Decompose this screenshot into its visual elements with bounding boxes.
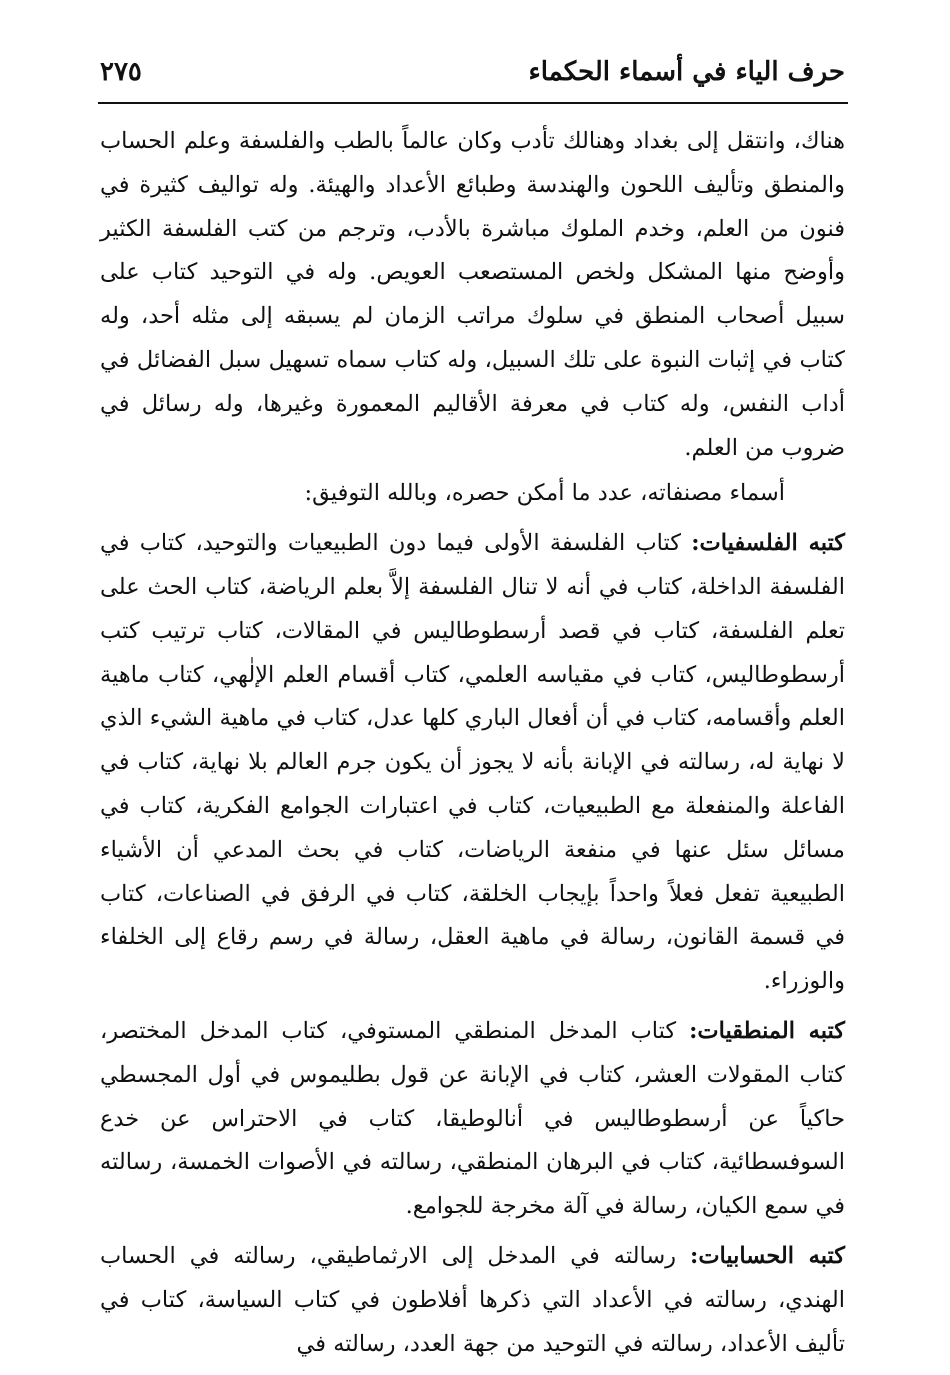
page-header [100,52,845,96]
section-text: كتاب الفلسفة الأولى فيما دون الطبيعيات والتوحيد، كتاب في الفلسفة الداخلة، كتاب في أنه لا تنال الفلسفة إلاَّ بعلم الرياضة، كتاب الحث على تعلم الفلسفة، كتاب في قصد أرسطوطاليس في المقالات، كتاب ترتيب كتب أرسطوطاليس، كتاب في مقياسه العلمي، كتاب أقسام العلم الإلٰهي، كتاب ماهية العلم وأقسامه، كتاب في أن أفعال الباري كلها عدل، كتاب في ماهية الشيء الذي لا نهاية له، رسالته في الإبانة بأنه لا يجوز أن يكون جرم العالم بلا نهاية، كتاب في الفاعلة والمنفعلة مع الطبيعيات، كتاب في اعتبارات الجوامع الفكرية، كتاب في مسائل سئل عنها في منفعة الرياضات، كتاب في بحث المدعي أن الأشياء الطبيعية تفعل فعلاً واحداً بإيجاب الخلقة، كتاب في الرفق في الصناعات، كتاب في قسمة القانون، رسالة في ماهية العقل، رسالة في رسم رقاع إلى الخلفاء والوزراء. [100,530,845,995]
section-arithmetic [100,1235,845,1366]
page-number: ٢٧٥ [100,57,142,87]
intro-paragraph: هناك، وانتقل إلى بغداد وهنالك تأدب وكان عالماً بالطب والفلسفة وعلم الحساب والمنطق وتأليف اللحون والهندسة وطبائع الأعداد والهيئة. وله تواليف كثيرة في فنون من العلم، وخدم الملوك مباشرة بالأدب، وترجم من كتب الفلسفة الكثير وأوضح منها المشكل ولخص المستصعب العويص. وله في التوحيد كتاب على سبيل أصحاب المنطق في سلوك مراتب الزمان لم يسبقه إلى مثله أحد، وله كتاب في إثبات النبوة على تلك السبيل، وله كتاب سماه تسهيل سبل الفضائل في أداب النفس، وله كتاب في معرفة الأقاليم المعمورة وغيرها، وله رسائل في ضروب من العلم. [100,128,845,461]
section-philosophy [100,522,845,1004]
section-logic [100,1010,845,1229]
section-heading: كتبه الفلسفيات: [691,530,845,557]
header-rule [98,102,848,104]
section-heading: كتبه المنطقيات: [689,1017,846,1044]
section-heading: كتبه الحسابيات: [690,1242,845,1269]
section-text: رسالته في المدخل إلى الارثماطيقي، رسالته في الحساب الهندي، رسالته في الأعداد التي ذكرها أفلاطون في كتاب السياسة، كتاب في تأليف الأعداد، رسالته في التوحيد من جهة العدد، رسالته في [100,1242,845,1357]
works-intro-line: أسماء مصنفاته، عدد ما أمكن حصره، وبالله التوفيق: [304,480,785,507]
section-text: كتاب المدخل المنطقي المستوفي، كتاب المدخل المختصر، كتاب المقولات العشر، كتاب في الإبانة عن قول بطليموس في أول المجسطي حاكياً عن أرسطوطاليس في أنالوطيقا، كتاب في الاحتراس عن خدع السوفسطائية، كتاب في البرهان المنطقي، رسالته في الأصوات الخمسة، رسالته في سمع الكيان، رسالة في آلة مخرجة للجوامع. [100,1017,845,1220]
running-title: حرف الياء في أسماء الحكماء [528,57,845,87]
body-text [100,120,845,1366]
